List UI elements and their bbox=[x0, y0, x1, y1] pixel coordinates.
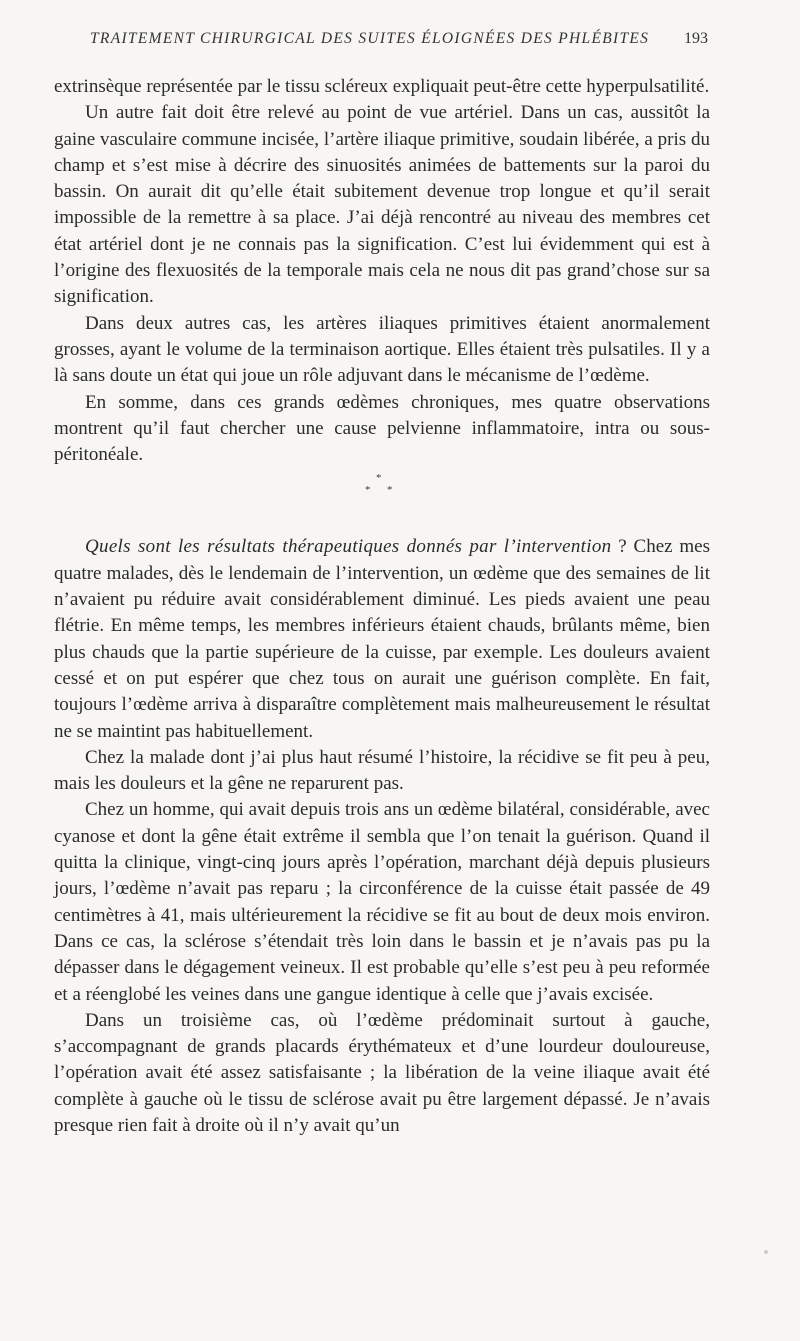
results-text: ? Chez mes quatre malades, dès le lendemain de l’intervention, un œdème que des semaines de lit n’avaient pu réduire avait considérablement diminué. Les pieds avaient une peau flétrie. En même temps, les membres inférieurs étaient chauds, brûlants même, bien plus chauds que la partie supérieure de la cuisse, par exemple. Les douleurs avaient cessé et on put espérer que chez tous on aurait une guérison complète. En fait, toujours l’œdème arriva à disparaître complètement mais malheureusement le résultat ne se maintint pas habituellement. bbox=[54, 536, 711, 742]
page-number: 193 bbox=[684, 30, 708, 47]
results-question-italic: Quels sont les résultats thérapeutiques donnés par l’intervention bbox=[85, 536, 612, 558]
asterism-star: * bbox=[365, 484, 371, 497]
paragraph-third-patient: Dans un troisième cas, où l’œdème prédominait surtout à gauche, s’accompagnant de grands placards érythémateux et d’une lourdeur douloureuse, l’opération avait été assez satisfaisante ; la libération de la veine iliaque avait été complète à gauche où le tissu de sclérose avait pu être largement dépassé. Je n’avais presque rien fait à droite où il n’y avait qu’un bbox=[54, 1009, 710, 1136]
paragraph-arterial-observation: Un autre fait doit être relevé au point de vue artériel. Dans un cas, aussitôt la gaine vasculaire commune incisée, l’artère iliaque primitive, soudain libérée, a pris du champ et s’est mise à décrire des sinuosités animées de battements sur la paroi du bassin. On aurait dit qu’elle était subitement devenue trop longue et qu’il serait impossible de la remettre à sa place. J’ai déjà rencontré au niveau des membres cet état artériel dont je ne connais pas la signification. C’est lui évidemment qui est à l’origine des flexuosités de la temporale mais cela ne nous dit pas grand’chose sur sa signification. bbox=[54, 102, 710, 308]
running-head: TRAITEMENT CHIRURGICAL DES SUITES ÉLOIGNÉES DES PHLÉBITES bbox=[90, 30, 650, 47]
asterism-star: * bbox=[376, 472, 382, 485]
section-asterism bbox=[54, 468, 710, 534]
body-text bbox=[54, 74, 710, 1139]
scan-speck bbox=[764, 1250, 768, 1254]
paragraph-continued: extrinsèque représentée par le tissu scléreux expliquait peut-être cette hyperpulsatilité. bbox=[54, 76, 710, 97]
paragraph-results bbox=[54, 534, 710, 744]
paragraph-conclusion: En somme, dans ces grands œdèmes chroniques, mes quatre observations montrent qu’il faut chercher une cause pelvienne inflammatoire, intra ou sous-péritonéale. bbox=[54, 391, 710, 466]
asterism-star: * bbox=[387, 484, 393, 497]
paragraph-first-patient: Chez la malade dont j’ai plus haut résumé l’histoire, la récidive se fit peu à peu, mais les douleurs et la gêne ne reparurent pas. bbox=[54, 746, 710, 795]
paragraph-second-patient: Chez un homme, qui avait depuis trois ans un œdème bilatéral, considérable, avec cyanose et dont la gêne était extrême il sembla que l’on tenait la guérison. Quand il quitta la clinique, vingt-cinq jours après l’opération, marchant déjà depuis plusieurs jours, l’œdème n’avait pas reparu ; la circonférence de la cuisse était passée de 49 centimètres à 41, mais ultérieurement la récidive se fit au bout de deux mois environ. Dans ce cas, la sclérose s’étendait très loin dans le bassin et je n’avais pas pu la dépasser dans le dégagement veineux. Il est probable qu’elle s’est peu à peu reformée et a réenglobé les veines dans une gangue identique à celle que j’avais excisée. bbox=[54, 799, 710, 1005]
paragraph-iliac-arteries: Dans deux autres cas, les artères iliaques primitives étaient anormalement grosses, ayant le volume de la terminaison aortique. Elles étaient très pulsatiles. Il y a là sans doute un état qui joue un rôle adjuvant dans le mécanisme de l’œdème. bbox=[54, 312, 710, 387]
